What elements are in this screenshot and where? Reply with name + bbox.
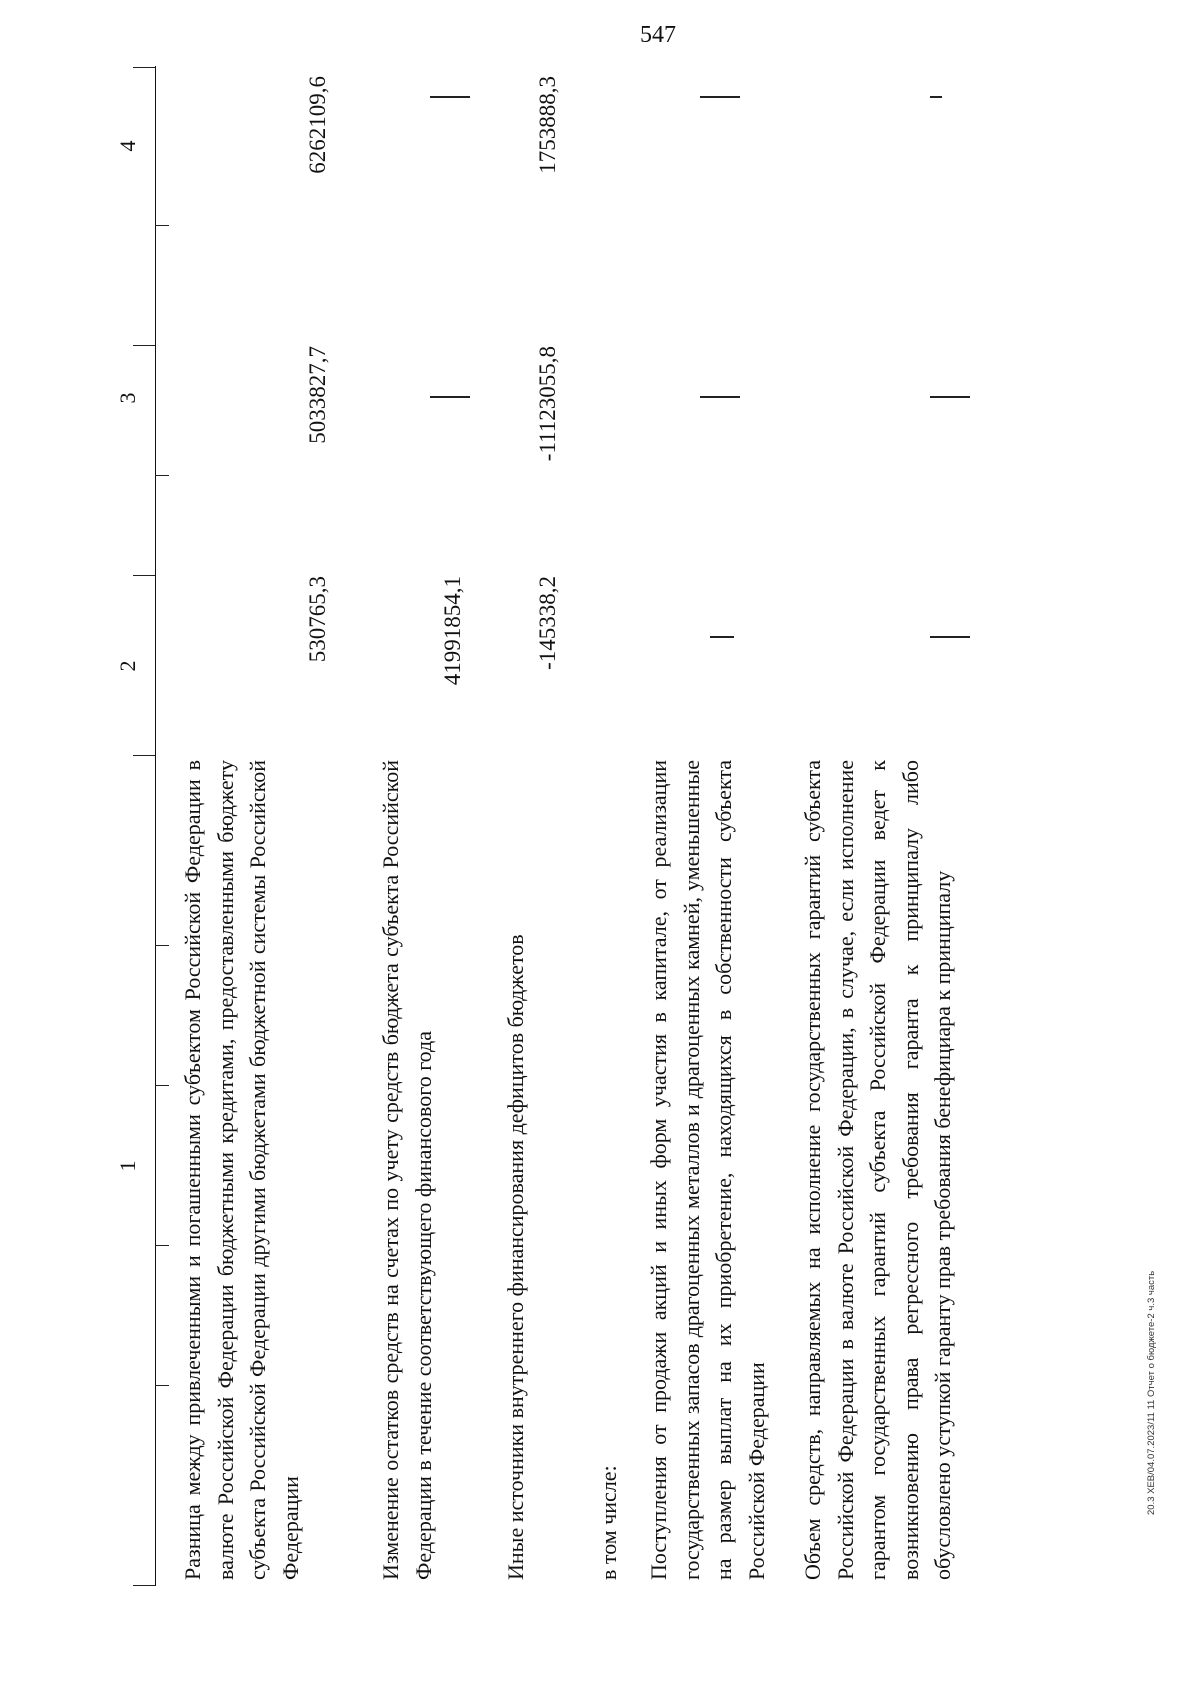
- row-value-col3: 5033827,7: [305, 346, 330, 444]
- column-number-4: 4: [115, 140, 140, 152]
- row-value-col4: 1753888,3: [535, 76, 560, 174]
- rotated-table: [115, 66, 995, 1586]
- header-tick: [155, 945, 169, 946]
- row-label: Иные источники внутреннего финансирования дефицитов бюджетов: [503, 934, 528, 1580]
- column-number-3: 3: [115, 392, 140, 404]
- header-tick: [155, 1085, 169, 1086]
- empty-dash: [430, 396, 470, 398]
- empty-dash: [430, 96, 470, 98]
- row-value-col3: -11123055,8: [535, 346, 560, 462]
- row-label: в том числе:: [596, 1465, 621, 1580]
- footer-note: 20.3 ХЕВ/04.07.2023/11 11 Отчет о бюджете-2 ч.3 часть: [1146, 1270, 1157, 1515]
- row-label: Поступления от продажи акций и иных форм участия в капитале, от реализации государственных запасов драгоценных металлов и драгоценных камней, уменьшенные на размер выплат на их приобретение, находящихся в собственности субъекта Российской Федерации: [646, 760, 769, 1580]
- header-tick: [133, 345, 155, 346]
- table-header-rule: [155, 66, 156, 1586]
- header-tick: [133, 67, 155, 68]
- column-number-2: 2: [115, 660, 140, 672]
- row-label: Разница между привлеченными и погашенными субъектом Российской Федерации в валюте Российской Федерации бюджетными кредитами, предоставленными бюджету субъекта Российской Федерации другими бюджетами бюджетной системы Российской Федерации: [180, 760, 303, 1580]
- empty-dash: [930, 636, 970, 638]
- row-value-col2: 530765,3: [305, 576, 330, 663]
- empty-dash: [700, 396, 740, 398]
- header-tick: [155, 1245, 169, 1246]
- empty-dash: [930, 96, 942, 98]
- page-number: 547: [640, 22, 676, 48]
- row-value-col2: -145338,2: [535, 576, 560, 670]
- header-tick: [133, 575, 155, 576]
- empty-dash: [710, 636, 734, 638]
- row-label: Изменение остатков средств на счетах по учету средств бюджета субъекта Российской Федерации в течение соответствующего финансового года: [378, 760, 436, 1580]
- column-number-1: 1: [115, 1160, 140, 1172]
- empty-dash: [930, 396, 970, 398]
- header-tick: [133, 755, 155, 756]
- row-label: Объем средств, направляемых на исполнение государственных гарантий субъекта Российской Федерации в валюте Российской Федерации, в случае, если исполнение гарантом государственных гарантий субъекта Российской Федерации ведет к возникновению права регрессного требования гаранта к принципалу либо обусловлено уступкой гаранту прав требования бенефициара к принципалу: [800, 760, 955, 1580]
- header-tick: [133, 1585, 155, 1586]
- empty-dash: [700, 96, 740, 98]
- row-value-col2: 41991854,1: [440, 576, 465, 686]
- header-tick: [155, 225, 169, 226]
- header-tick: [155, 475, 169, 476]
- row-value-col4: 6262109,6: [305, 76, 330, 174]
- header-tick: [155, 1385, 169, 1386]
